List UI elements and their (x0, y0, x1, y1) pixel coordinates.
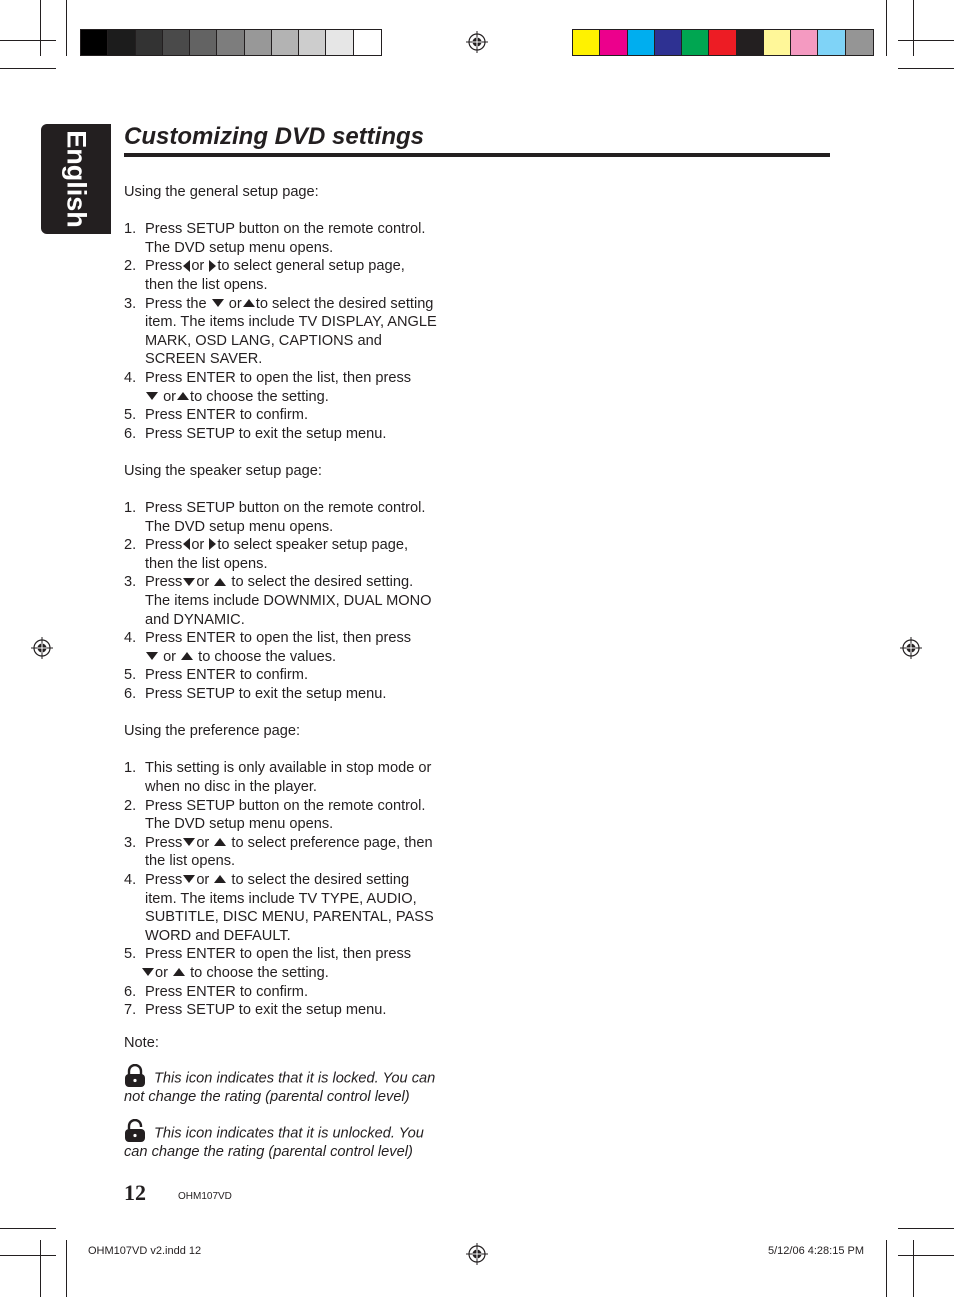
model-code: OHM107VD (178, 1191, 232, 1202)
list-item: 7. Press SETUP to exit the setup menu. (124, 1002, 387, 1019)
color-swatch (108, 30, 135, 55)
crop-mark (913, 1240, 914, 1297)
list-item: 1. Press SETUP button on the remote control. The DVD setup menu opens. (124, 500, 426, 535)
locked-note: This icon indicates that it is locked. You can not change the rating (parental control level) (124, 1064, 469, 1107)
down-arrow-icon (183, 838, 195, 846)
registration-mark-icon (31, 637, 53, 659)
language-side-tab (41, 124, 111, 234)
list-item: 6. Press ENTER to confirm. (124, 983, 308, 1000)
down-arrow-icon (142, 968, 154, 976)
crop-mark (0, 1255, 56, 1256)
up-arrow-icon (173, 968, 185, 976)
list-item: 3. Press or to select preference page, then the list opens. (124, 834, 433, 870)
page-title: Customizing DVD settings (124, 123, 425, 150)
color-swatch (217, 30, 244, 55)
color-swatch (326, 30, 353, 55)
grayscale-swatch-bar (80, 29, 382, 56)
lock-icon (124, 1064, 146, 1088)
color-swatch (272, 30, 299, 55)
crop-mark (913, 0, 914, 56)
color-swatch (791, 30, 818, 55)
left-arrow-icon (183, 260, 190, 272)
left-arrow-icon (183, 538, 190, 550)
list-item: 5. Press ENTER to confirm. (124, 667, 308, 684)
crop-mark (0, 40, 56, 41)
color-swatch (299, 30, 326, 55)
list-item: 1. Press SETUP button on the remote control. The DVD setup menu opens. (124, 221, 426, 256)
crop-mark (0, 68, 56, 69)
color-swatch-bar (572, 29, 874, 56)
color-swatch (846, 30, 873, 55)
crop-mark (898, 68, 954, 69)
list-item: 1. This setting is only available in stop mode or when no disc in the player. (124, 760, 432, 795)
color-swatch (628, 30, 655, 55)
color-swatch (573, 30, 600, 55)
up-arrow-icon (181, 652, 193, 660)
side-tab-label: English (61, 130, 92, 228)
color-swatch (245, 30, 272, 55)
list-item: 2. Press or to select speaker setup page, then the list opens. (124, 537, 409, 572)
crop-mark (898, 40, 954, 41)
color-swatch (163, 30, 190, 55)
registration-mark-icon (466, 31, 488, 53)
list-item: 2. Press or to select general setup page, then the list opens. (124, 258, 405, 293)
color-swatch (136, 30, 163, 55)
color-swatch (190, 30, 217, 55)
list-item: 6. Press SETUP to exit the setup menu. (124, 686, 387, 703)
color-swatch (764, 30, 791, 55)
unlocked-note: This icon indicates that it is unlocked. You can change the rating (parental control level) (124, 1119, 469, 1162)
list-item: 3. Press or to select the desired setting. The items include DOWNMIX, DUAL MONO and DYNAMIC. (124, 574, 432, 628)
color-swatch (818, 30, 845, 55)
down-arrow-icon (183, 578, 195, 586)
list-item: 5. Press ENTER to confirm. (124, 407, 308, 424)
crop-mark (898, 1228, 954, 1229)
list-item: 2. Press SETUP button on the remote control. The DVD setup menu opens. (124, 797, 426, 833)
list-item: 6. Press SETUP to exit the setup menu. (124, 425, 387, 442)
registration-mark-icon (466, 1243, 488, 1265)
down-arrow-icon (146, 652, 158, 660)
list-item: 3. Press the or to select the desired setting item. The items include TV DISPLAY, ANGLE MARK, OSD LANG, CAPTIONS and SCREEN SAVER. (124, 295, 437, 368)
print-file-name: OHM107VD v2.indd 12 (88, 1245, 202, 1257)
list-item: 4. Press or to select the desired setting item. The items include TV TYPE, AUDIO, SUBTITLE, DISC MENU, PARENTAL, PASS WORD and DEFAULT. (124, 871, 434, 944)
up-arrow-icon (214, 838, 226, 846)
crop-mark (0, 1228, 56, 1229)
color-swatch (655, 30, 682, 55)
crop-mark (898, 1255, 954, 1256)
crop-mark (886, 0, 887, 56)
color-swatch (600, 30, 627, 55)
color-swatch (81, 30, 108, 55)
up-arrow-icon (214, 578, 226, 586)
crop-mark (40, 0, 41, 56)
unlock-icon (124, 1119, 146, 1143)
right-arrow-icon (209, 538, 216, 550)
crop-mark (886, 1240, 887, 1297)
down-arrow-icon (146, 392, 158, 400)
section-intro: Using the speaker setup page: (124, 462, 322, 479)
right-arrow-icon (209, 260, 216, 272)
note-label: Note: (124, 1034, 159, 1051)
title-rule (124, 153, 830, 157)
section-intro: Using the preference page: (124, 723, 301, 740)
color-swatch (354, 30, 381, 55)
up-arrow-icon (243, 299, 255, 307)
crop-mark (66, 0, 67, 56)
page-number: 12 (124, 1180, 146, 1205)
list-item: 4. Press ENTER to open the list, then press or to choose the setting. (124, 369, 412, 405)
crop-mark (40, 1240, 41, 1297)
down-arrow-icon (212, 299, 224, 307)
list-item: 5. Press ENTER to open the list, then press or to choose the setting. (124, 946, 412, 981)
print-datetime: 5/12/06 4:28:15 PM (768, 1245, 865, 1257)
color-swatch (709, 30, 736, 55)
section-intro: Using the general setup page: (124, 184, 319, 200)
up-arrow-icon (214, 875, 226, 883)
color-swatch (737, 30, 764, 55)
main-content (124, 183, 469, 1162)
registration-mark-icon (900, 637, 922, 659)
crop-mark (66, 1240, 67, 1297)
list-item: 4. Press ENTER to open the list, then press or to choose the values. (124, 630, 412, 665)
down-arrow-icon (183, 875, 195, 883)
color-swatch (682, 30, 709, 55)
up-arrow-icon (177, 392, 189, 400)
